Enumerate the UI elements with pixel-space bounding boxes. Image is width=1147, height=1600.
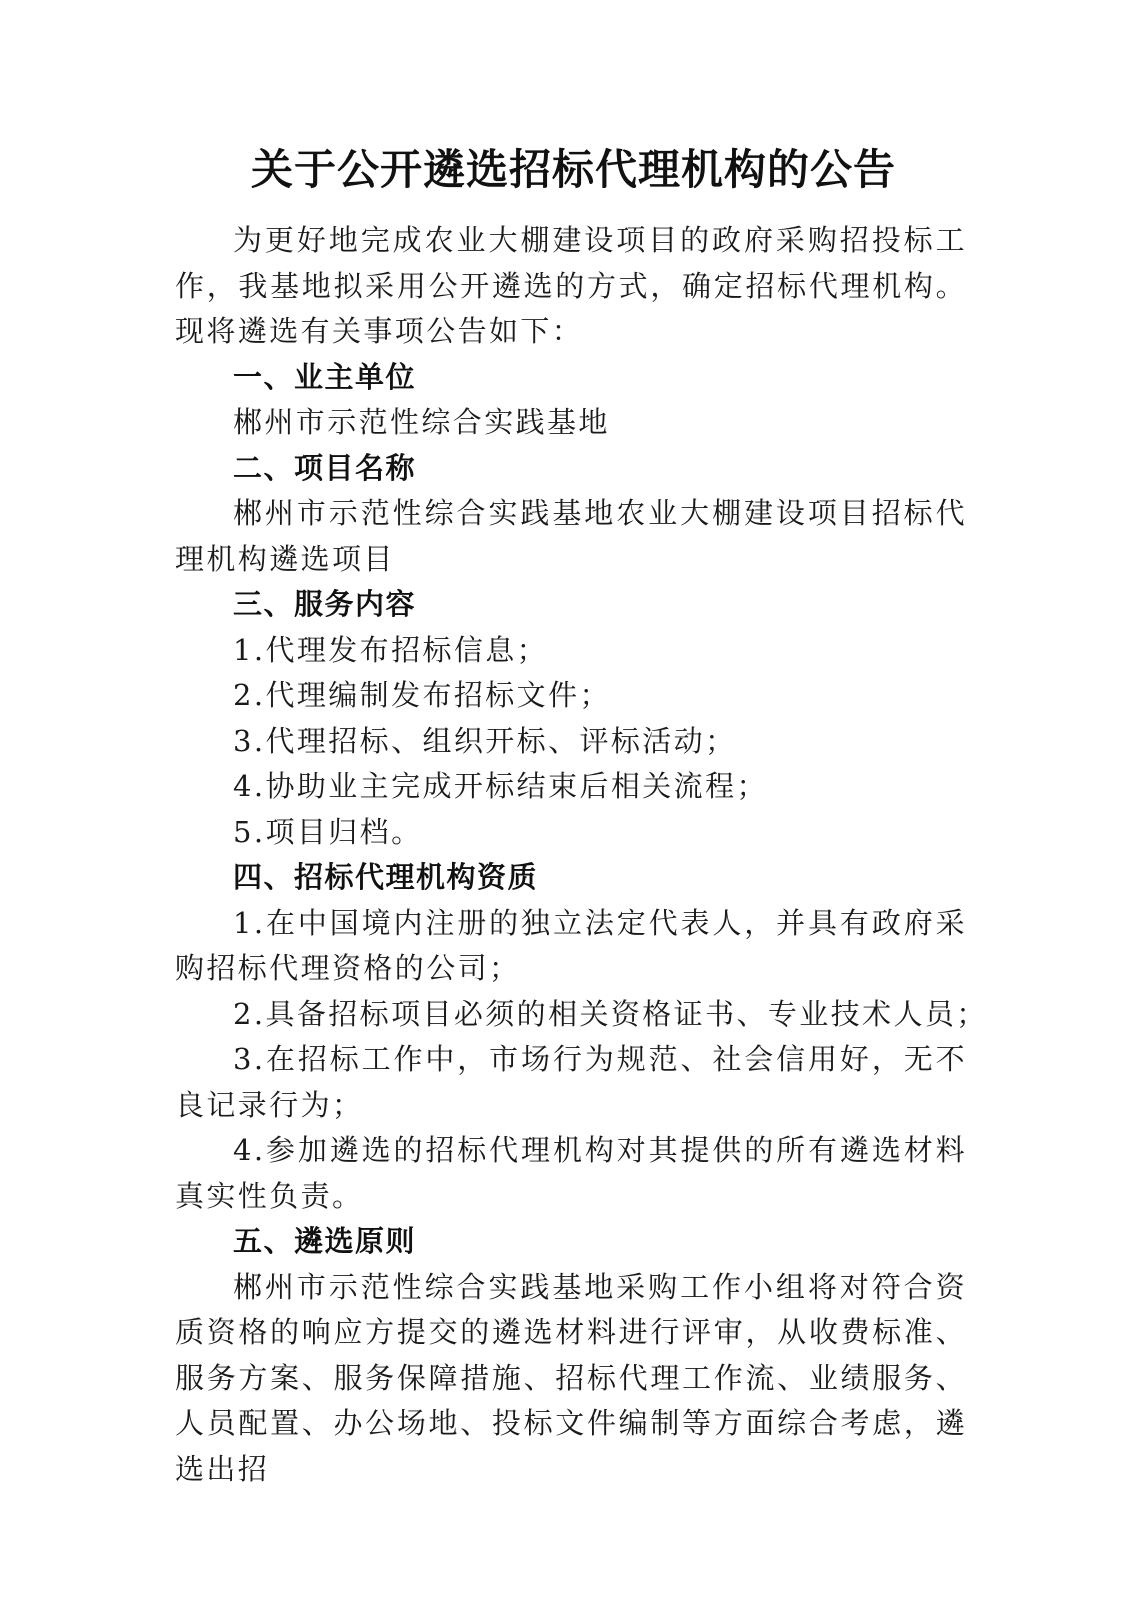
service-item: 2.代理编制发布招标文件； (233, 678, 611, 712)
service-item: 4.协助业主完成开标结束后相关流程； (233, 769, 768, 803)
principles-paragraph: 郴州市示范性综合实践基地采购工作小组将对符合资质资格的响应方提交的遴选材料进行评审，从收费标准、服务方案、服务保障措施、招标代理工作流、业绩服务、人员配置、办公场地、投标文件编制等方面综合考虑，遴选出招 (175, 1269, 967, 1486)
section-heading-owner: 一、业主单位 (233, 359, 417, 394)
document-title: 关于公开遴选招标代理机构的公告 (250, 145, 896, 194)
qualification-item: 1.在中国境内注册的独立法定代表人，并具有政府采购招标代理资格的公司； (175, 905, 967, 985)
owner-paragraph: 郴州市示范性综合实践基地 (233, 405, 610, 439)
section-heading-services: 三、服务内容 (233, 587, 417, 621)
section-heading-qualifications: 四、招标代理机构资质 (233, 860, 539, 894)
document-body (175, 218, 988, 1492)
project-name-paragraph: 郴州市示范性综合实践基地农业大棚建设项目招标代理机构遴选项目 (175, 496, 967, 576)
service-item: 5.项目归档。 (233, 814, 423, 849)
service-item: 1.代理发布招标信息； (233, 632, 549, 667)
section-heading-project-name: 二、项目名称 (233, 450, 417, 485)
intro-paragraph: 为更好地完成农业大棚建设项目的政府采购招投标工作，我基地拟采用公开遴选的方式，确定招标代理机构。现将遴选有关事项公告如下： (175, 223, 967, 348)
section-heading-principles: 五、遴选原则 (233, 1224, 417, 1258)
qualification-item: 4.参加遴选的招标代理机构对其提供的所有遴选材料真实性负责。 (175, 1133, 967, 1213)
qualification-item: 3.在招标工作中，市场行为规范、社会信用好，无不良记录行为； (175, 1042, 967, 1122)
qualification-item: 2.具备招标项目必须的相关资格证书、专业技术人员； (233, 996, 988, 1031)
service-item: 3.代理招标、组织开标、评标活动； (233, 723, 737, 758)
